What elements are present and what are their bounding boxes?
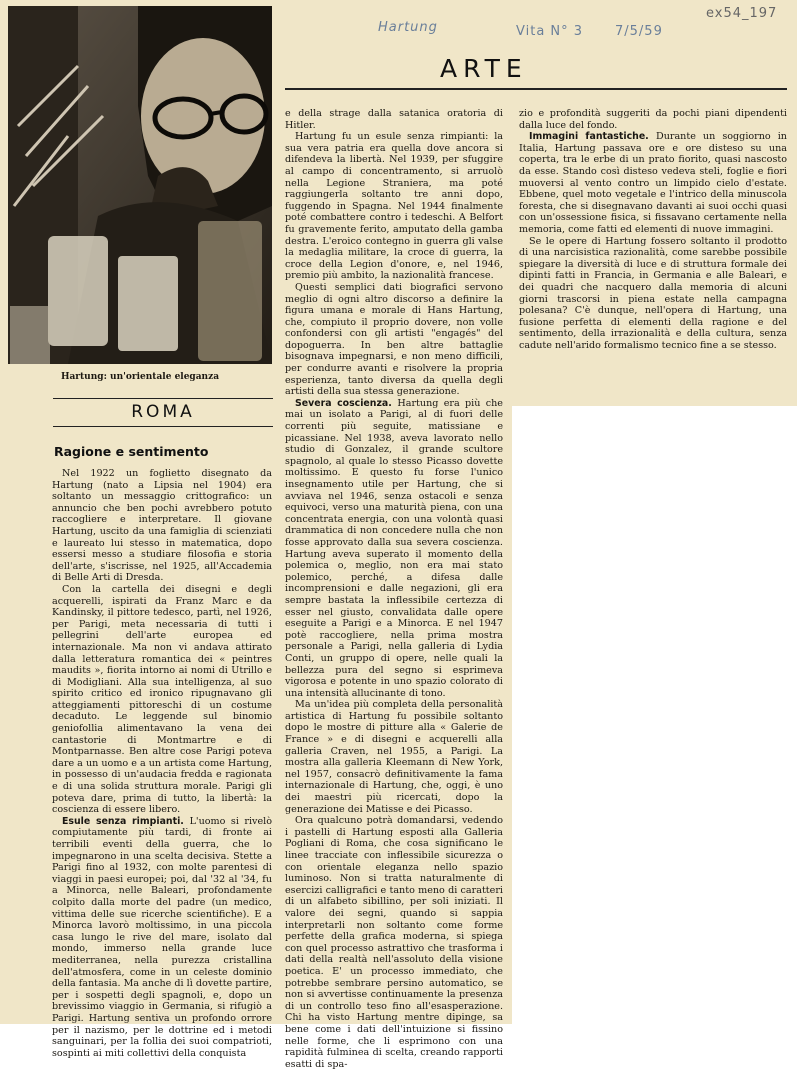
paragraph-text: Nel 1922 un foglietto disegnato da Hartung (nato a Lipsia nel 1904) era soltanto un messaggio crittografico: un annuncio che ben pochi avrebbero potuto raccogliere e interpretare. Il giovane Hartung, uscito da una famiglia di scienziati e laureato lui stesso in matematica, dopo essersi messo a studiare filosofia e storia dell'arte, s'iscrisse, nel 1925, all'Accademia di Belle Arti di Dresda. — [52, 468, 272, 584]
article-column-1 — [52, 468, 272, 1059]
article-column-3 — [519, 108, 787, 404]
article-paragraph — [285, 398, 503, 699]
roma-top-rule — [53, 398, 273, 399]
paragraph-text: Durante un soggiorno in Italia, Hartung passava ore e ore disteso su una coperta, tra le erbe di un prato fiorito, quasi nascosto da esse. Stando così disteso vedeva steli, foglie e fiori muoversi al vento contro un limpido cielo d'estate. Ebbene, quel moto vegetale e l'intrico della minuscola foresta, che si disegnavano davanti ai suoi occhi quasi con un'ossessione fisica, si fissavano certamente nella memoria, come fatti ed elementi di nuove immagini. — [519, 131, 787, 235]
handwritten-date: 7/5/59 — [615, 24, 663, 39]
article-paragraph — [52, 584, 272, 816]
paragraph-heading: Immagini fantastiche. — [529, 131, 656, 143]
article-column-2 — [285, 108, 503, 1070]
roma-bottom-rule — [53, 426, 273, 427]
artist-portrait-image — [8, 6, 272, 364]
paragraph-text: L'uomo si rivelò compiutamente più tardi, di fronte ai terribili eventi della guerra, che lo impegnarono in una scelta decisiva. Stette a Parigi fino al 1932, con molte parentesi di viaggi in paesi europei; poi, dal '32 al '34, fu a Minorca, nelle Baleari, profondamente colpito dalla morte del padre (un medico, vittima delle sue ricerche scientifiche). E a Minorca lavorò moltissimo, in una piccola casa lungo le rive del mare, isolato dal mondo, immerso nella grande luce mediterranea, nella purezza cristallina dell'atmosfera, come in un celeste dominio della fantasia. Ma anche di lì dovette partire, per i sospetti degli spagnoli, e, dopo un brevissimo viaggio in Germania, si rifugiò a Parigi. Hartung sentiva un profondo orrore per il nazismo, per le dottrine ed i metodi sanguinari, per la follia dei suoi compatrioti, sospinti ai miti collettivi della conquista — [52, 815, 272, 1059]
article-paragraph — [285, 131, 503, 282]
city-heading: ROMA — [131, 402, 195, 422]
section-rule — [285, 88, 787, 90]
article-paragraph — [285, 108, 503, 131]
paragraph-text: Ora qualcuno potrà domandarsi, vedendo i pastelli di Hartung esposti alla Galleria Pogliani di Roma, che cosa significano le linee tracciate con inflessibile sicurezza o con orientale eleganza nello spazio luminoso. Non si tratta naturalmente di esercizi calligrafici e tanto meno di caratteri di un alfabeto sibillino, per soli iniziati. Il valore dei segni, quando si sappia interpretarli non soltanto come forme perfette della grafica moderna, si spiega con quel processo astrattivo che trasforma i dati della realtà nell'assoluto della visione poetica. E' un processo immediato, che potrebbe sembrare persino automatico, se non si avvertisse continuamente la presenza di un controllo teso fino all'esasperazione. Chi ha visto Hartung mentre dipinge, sa bene come i dati dell'intuizione si fissino nelle forme, che li esprimono con una rapidità fulminea di scelta, creando rapporti esatti di spa- — [285, 815, 503, 1070]
artist-photo — [8, 6, 272, 364]
handwritten-source: Vita N° 3 — [516, 24, 584, 39]
article-paragraph — [285, 699, 503, 815]
section-title: ARTE — [440, 54, 528, 83]
article-paragraph — [519, 108, 787, 131]
article-paragraph — [52, 816, 272, 1059]
paragraph-heading: Esule senza rimpianti. — [62, 815, 190, 827]
article-paragraph — [285, 282, 503, 398]
photo-caption: Hartung: un'orientale eleganza — [60, 372, 220, 382]
article-paragraph — [52, 468, 272, 584]
paragraph-text: e della strage dalla satanica oratoria di Hitler. — [285, 108, 503, 131]
article-paragraph — [519, 131, 787, 235]
article-paragraph — [519, 236, 787, 352]
paragraph-text: Questi semplici dati biografici servono meglio di ogni altro discorso a definire la figura umana e morale di Hans Hartung, che, compiuto il proprio dovere, non volle confondersi con gli artisti "engagés" del dopoguerra. In ben altre battaglie bisognava impegnarsi, e non meno difficili, per condurre avanti e risolvere la propria esperienza, tanto diversa da quella degli artisti della sua stessa generazione. — [285, 281, 503, 398]
paragraph-text: Ma un'idea più completa della personalità artistica di Hartung fu possibile soltanto dopo le mostre di pitture alla « Galerie de France » e di disegni e acquerelli alla galleria Craven, nel 1955, a Parigi. La mostra alla galleria Kleemann di New York, nel 1957, consacrò definitivamente la fama internazionale di Hartung, che, oggi, è uno dei maestri più ricercati, dopo la generazione dei Matisse e dei Picasso. — [285, 699, 503, 815]
paragraph-text: Con la cartella dei disegni e degli acquerelli, ispirati da Franz Marc e da Kandinsky, il pittore tedesco, partì, nel 1926, per Parigi, meta necessaria di tutti i pellegrini dell'arte europea ed internazionale. Ma non vi andava attirato dalla letteratura romantica dei « peintres maudits », fiorita intorno ai nomi di Utrillo e di Modigliani. Alla sua intelligenza, al suo spirito critico ed ironico ripugnavano gli atteggiamenti pittoreschi di un costume decaduto. Le leggende sul binomio geniofollia alimentavano la vena dei cantastorie di Montmartre e di Montparnasse. Ben altre cose Parigi poteva dare a un uomo e a un artista come Hartung, in possesso di un'audacia fredda e ragionata e di una solida struttura morale. Parigi gli poteva dare, prima di tutto, la libertà: la coscienza di essere libero. — [52, 583, 272, 816]
paragraph-text: Hartung fu un esule senza rimpianti: la sua vera patria era quella dove ancora si difendeva la libertà. Nel 1939, per sfuggire al campo di concentramento, si arruolò nella Legione Straniera, ma poté raggiungerla soltanto tre anni dopo, fuggendo in Spagna. Nel 1944 finalmente poté combattere contro i tedeschi. A Belfort fu gravemente ferito, amputato della gamba destra. L'eroico contegno in guerra gli valse la medaglia militare, la croce di guerra, la croce della Legion d'onore, e, nel 1946, premio più ambito, la nazionalità francese. — [285, 131, 503, 282]
handwritten-name: Hartung — [378, 20, 438, 35]
paragraph-text: Hartung era più che mai un isolato a Parigi, al di fuori delle correnti più seguite, matissiane e picassiane. Nel 1938, aveva lavorato nello studio di Gonzalez, il grande scultore spagnolo, al quale lo stesso Picasso dovette moltissimo. E questo fu forse l'unico insegnamento utile per Hartung, che si avviava nel 1946, senza ostacoli e senza equivoci, verso una maturità piena, con una concentrata energia, con una volontà quasi drammatica di non concedere nulla che non fosse approvato dalla sua severa coscienza. Hartung aveva superato il momento della polemica o, meglio, non era mai stato polemico, perché, a difesa dalle incomprensioni e dalle negazioni, gli era sempre bastata la inflessibile certezza di esser nel giusto, convalidata dalle opere eseguite a Parigi e a Minorca. E nel 1947 potè raccogliere, nella prima mostra personale a Parigi, nella galleria di Lydia Conti, un gruppo di opere, nelle quali la bellezza pura del segno si esprimeva vigorosa e potente in uno spazio colorato di una intensità allucinante di tono. — [285, 397, 503, 699]
article-headline: Ragione e sentimento — [54, 444, 209, 459]
archive-code: ex54_197 — [706, 6, 778, 21]
paragraph-text: zio e profondità suggeriti da pochi piani dipendenti dalla luce del fondo. — [519, 108, 787, 131]
paragraph-heading: Severa coscienza. — [295, 397, 398, 409]
article-paragraph — [285, 815, 503, 1070]
paragraph-text: Se le opere di Hartung fossero soltanto il prodotto di una narcisistica razionalità, come sarebbe possibile spiegare la diversità di luce e di struttura formale dei dipinti fatti in Francia, in Germania e alle Baleari, e dei quadri che nacquero dalla memoria di alcuni giorni trascorsi in piena estate nella campagna polesana? C'è dunque, nell'opera di Hartung, una fusione perfetta di elementi della ragione e del sentimento, della irrazionalità e della cultura, senza cadute nell'arido formalismo tecnico fine a se stesso. — [519, 235, 787, 351]
